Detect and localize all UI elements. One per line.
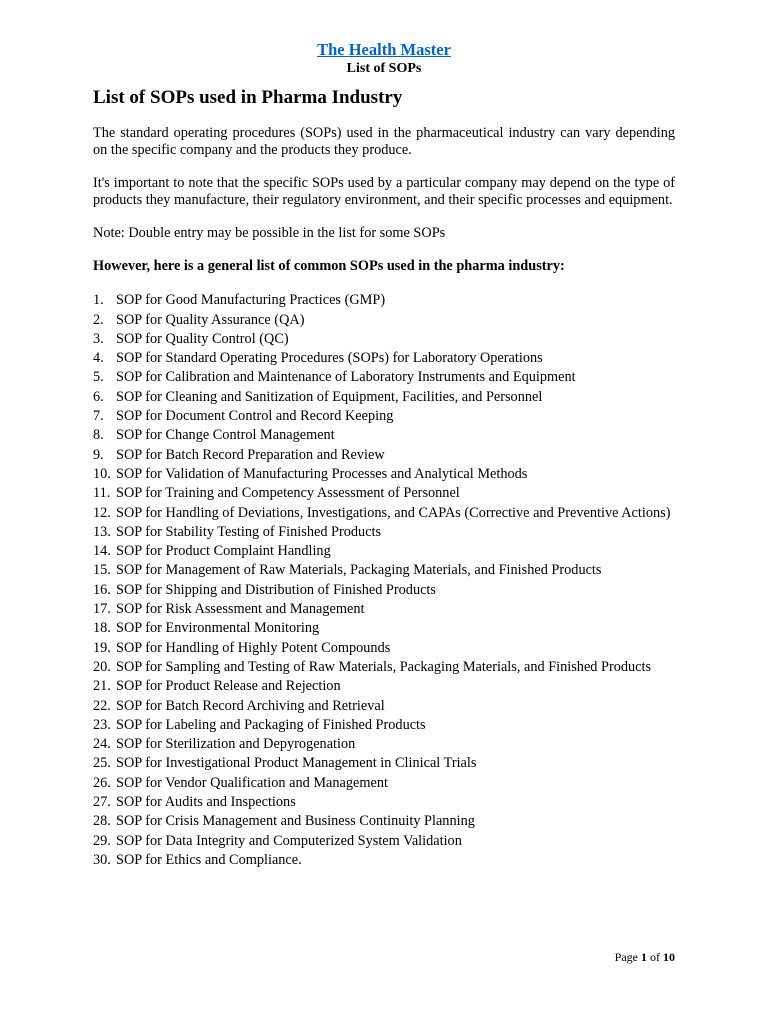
list-item (93, 735, 675, 754)
list-item (93, 504, 675, 523)
list-item-number: 8. (93, 427, 104, 444)
list-item-text: SOP for Change Control Management (116, 427, 335, 444)
list-item (93, 697, 675, 716)
list-item-text: SOP for Ethics and Compliance. (116, 851, 302, 868)
list-item-number: 15. (93, 562, 111, 579)
list-item-number: 12. (93, 504, 111, 521)
list-item (93, 619, 675, 638)
list-item (93, 774, 675, 793)
site-title (93, 40, 675, 60)
list-item (93, 542, 675, 561)
list-item-text: SOP for Vendor Qualification and Management (116, 774, 388, 791)
page-number (615, 950, 675, 964)
list-item-text: SOP for Product Complaint Handling (116, 543, 331, 560)
list-item (93, 349, 675, 368)
list-item-number: 6. (93, 388, 104, 405)
list-item (93, 523, 675, 542)
list-item (93, 658, 675, 677)
intro-paragraph: The standard operating procedures (SOPs) used in the pharmaceutical industry can vary depending on the specific company and the products they produce. (93, 125, 675, 158)
list-item (93, 368, 675, 387)
list-item-text: SOP for Management of Raw Materials, Packaging Materials, and Finished Products (116, 562, 602, 579)
list-item-number: 7. (93, 408, 104, 425)
list-item-text: SOP for Shipping and Distribution of Finished Products (116, 581, 436, 598)
list-item-text: SOP for Stability Testing of Finished Products (116, 523, 382, 540)
list-item-text: SOP for Document Control and Record Keeping (116, 408, 394, 425)
list-item-number: 11. (93, 485, 111, 502)
list-item-number: 30. (93, 851, 111, 868)
list-item-text: SOP for Labeling and Packaging of Finished Products (116, 716, 426, 733)
list-item-text: SOP for Batch Record Archiving and Retrieval (116, 697, 385, 714)
list-item-number: 13. (93, 523, 111, 540)
list-item (93, 600, 675, 619)
list-item-number: 10. (93, 465, 111, 482)
list-item (93, 581, 675, 600)
list-item-number: 19. (93, 639, 111, 656)
list-item-text: SOP for Good Manufacturing Practices (GMP) (116, 292, 386, 309)
note-paragraph: It's important to note that the specific SOPs used by a particular company may depend on the type of products they manufacture, their regulatory environment, and their specific processes and equipment. (93, 175, 675, 208)
list-item (93, 311, 675, 330)
list-item-text: SOP for Quality Control (QC) (116, 330, 289, 347)
list-item (93, 793, 675, 812)
list-item-text: SOP for Standard Operating Procedures (SOPs) for Laboratory Operations (116, 350, 543, 367)
list-item-text: SOP for Crisis Management and Business Continuity Planning (116, 813, 475, 830)
list-item (93, 426, 675, 445)
list-item (93, 407, 675, 426)
list-item-text: SOP for Batch Record Preparation and Review (116, 446, 385, 463)
list-item (93, 330, 675, 349)
list-item-number: 17. (93, 601, 111, 618)
list-item (93, 716, 675, 735)
list-item (93, 291, 675, 310)
double-entry-note: Note: Double entry may be possible in the list for some SOPs (93, 225, 446, 242)
list-item-number: 3. (93, 330, 104, 347)
document-subtitle: List of SOPs (346, 61, 422, 76)
list-item-number: 20. (93, 658, 111, 675)
list-item (93, 677, 675, 696)
list-item (93, 639, 675, 658)
list-item-number: 21. (93, 678, 111, 695)
list-item-number: 14. (93, 543, 111, 560)
page-title: List of SOPs used in Pharma Industry (93, 87, 403, 108)
list-intro: However, here is a general list of common SOPs used in the pharma industry: (93, 258, 565, 275)
page-total: 10 (663, 950, 675, 964)
list-item (93, 812, 675, 831)
list-item-text: SOP for Sterilization and Depyrogenation (116, 736, 356, 753)
list-item-text: SOP for Product Release and Rejection (116, 678, 341, 695)
list-item-number: 9. (93, 446, 104, 463)
list-item-text: SOP for Handling of Highly Potent Compounds (116, 639, 391, 656)
list-item-text: SOP for Handling of Deviations, Investigations, and CAPAs (Corrective and Preventive Actions) (116, 504, 671, 521)
list-item-text: SOP for Validation of Manufacturing Processes and Analytical Methods (116, 465, 528, 482)
list-item (93, 446, 675, 465)
list-item-number: 1. (93, 292, 104, 309)
list-item-number: 5. (93, 369, 104, 386)
list-item-text: SOP for Audits and Inspections (116, 794, 296, 810)
list-item-text: SOP for Cleaning and Sanitization of Equipment, Facilities, and Personnel (116, 388, 543, 405)
list-item-text: SOP for Investigational Product Management in Clinical Trials (116, 755, 477, 772)
list-item-text: SOP for Quality Assurance (QA) (116, 311, 305, 328)
list-item (93, 484, 675, 503)
page-current: 1 (641, 950, 647, 964)
list-item-text: SOP for Training and Competency Assessment of Personnel (116, 485, 460, 502)
list-item-number: 16. (93, 581, 111, 598)
list-item (93, 388, 675, 407)
list-item (93, 561, 675, 580)
document-page (93, 40, 675, 870)
sop-list (93, 291, 675, 870)
list-item (93, 832, 675, 851)
list-item-number: 26. (93, 774, 111, 791)
list-item-text: SOP for Sampling and Testing of Raw Materials, Packaging Materials, and Finished Products (116, 658, 652, 675)
list-item-number: 24. (93, 736, 111, 753)
list-item (93, 465, 675, 484)
list-item (93, 754, 675, 773)
list-item-text: SOP for Calibration and Maintenance of Laboratory Instruments and Equipment (116, 369, 576, 386)
list-item-number: 25. (93, 755, 111, 772)
page-of: of (650, 950, 660, 964)
list-item-number: 27. (93, 794, 111, 810)
list-item-number: 4. (93, 350, 104, 367)
site-title-link[interactable]: The Health Master (317, 40, 451, 59)
list-item-text: SOP for Data Integrity and Computerized System Validation (116, 832, 462, 849)
list-item-number: 18. (93, 620, 111, 637)
list-item (93, 851, 675, 870)
list-item-number: 28. (93, 813, 111, 830)
list-item-number: 2. (93, 311, 104, 328)
list-item-number: 29. (93, 832, 111, 849)
page-label: Page (614, 950, 638, 964)
list-item-text: SOP for Risk Assessment and Management (116, 601, 365, 618)
list-item-number: 22. (93, 697, 111, 714)
list-item-text: SOP for Environmental Monitoring (116, 620, 320, 637)
list-item-number: 23. (93, 716, 111, 733)
